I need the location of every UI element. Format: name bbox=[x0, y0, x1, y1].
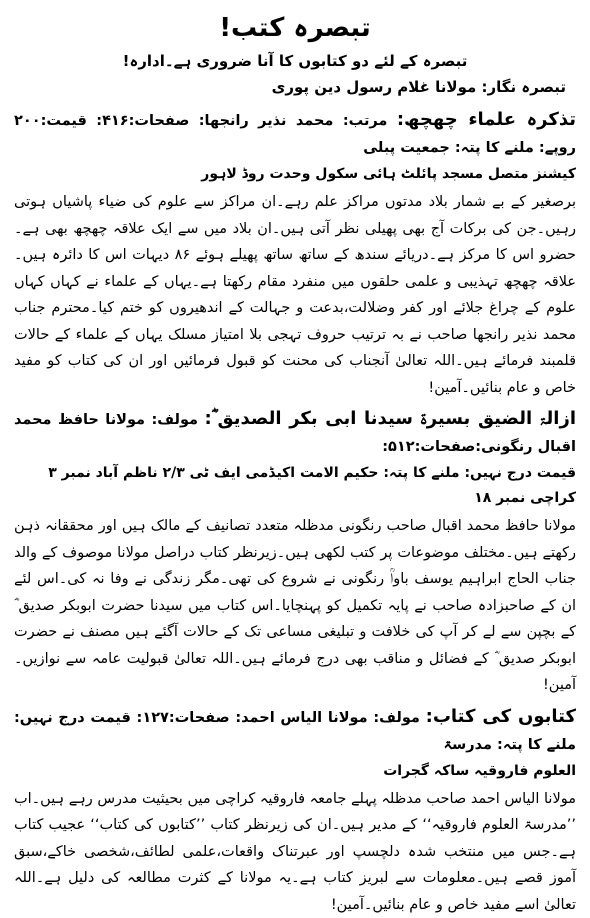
book-address: العلوم فاروقیہ ساکہ گجرات bbox=[14, 759, 576, 784]
entry-heading bbox=[14, 703, 576, 759]
page-title: تبصرہ کتب! bbox=[14, 8, 576, 48]
review-body: مولانا حافظ محمد اقبال صاحب رنگونی مدظلہ متعدد تصانیف کے مالک ہیں اور محققانہ ذہن رکھتے ہیں۔مختلف موضوعات پر کتب لکھی ہیں۔زیرنظر کتاب دراصل مولانا موصوف کے والد جناب الحاج ابراہیم یوسف باواؒ رنگونی نے شروع کی تھی۔مگر زندگی نے وفا نہ کی۔اس لئے ان کے صاحبزادہ صاحب نے پایہ تکمیل کو پہنچایا۔اس کتاب میں سیدنا حضرت ابوبکر صدیق ؓ کے بچپن سے لے کر آپ کی خلافت و تبلیغی مساعی تک کے حالات آگئے ہیں مصنف نے حضرت ابوبکر صدیق ؓ کے فضائل و مناقب بھی درج فرمائے ہیں۔اللہ تعالیٰ قبولیت عامہ سے نوازیں۔آمین! bbox=[14, 513, 576, 699]
entry-heading bbox=[14, 405, 576, 461]
book-address: کیشنز متصل مسجد پائلٹ ہائی سکول وحدت روڈ لاہور bbox=[14, 162, 576, 187]
book-title: کتابوں کی کتاب: bbox=[426, 706, 576, 727]
entry-heading bbox=[14, 106, 576, 162]
review-body: برصغیر کے بے شمار بلاد مدتوں مراکز علم رہے۔ان مراکز سے علوم کی ضیاء پاشیاں ہوتی رہیں۔جن کی برکات آج بھی پھیلی نظر آتی ہیں۔ان بلاد میں سے ایک علاقہ چھچھ بھی ہے۔حضرو اس کا مرکز ہے۔دریائے سندھ کے ساتھ ساتھ پھیلے ہوئے ۸۶ دیہات اس کا دائرہ ہیں۔علاقہ چھچھ تہذیبی و علمی حلقوں میں منفرد مقام رکھتا ہے۔یہاں کے علماء نے کہاں کہاں علوم کے چراغ جلائے اور کفر وضلالت،بدعت و جہالت کے اندھیروں کو ختم کیا۔محترم جناب محمد نذیر رانجھا صاحب نے بہ ترتیب حروف تہجی بلا امتیاز مسلک یہاں کے علماء کے حالات قلمبند فرمائے ہیں۔اللہ تعالیٰ آنجناب کی محنت کو قبول فرمائیں اور ان کی کتاب کو مفید خاص و عام بنائیں۔آمین! bbox=[14, 189, 576, 401]
review-page bbox=[14, 8, 576, 908]
book-title: تذکرہ علماء چھچھ: bbox=[397, 109, 576, 130]
page-subtitle: تبصرہ کے لئے دو کتابوں کا آنا ضروری ہے۔ادارہ! bbox=[14, 48, 576, 74]
book-review-entry bbox=[14, 405, 576, 699]
review-body: مولانا الیاس احمد صاحب مدظلہ پہلے جامعہ فاروقیہ کراچی میں بحیثیت مدرس رہے ہیں۔اب ’’مدرسۃ العلوم فاروقیہ‘‘ کے مدیر ہیں۔ان کی زیرنظر کتاب ’’کتابوں کی کتاب‘‘ عجیب کتاب ہے۔جس میں منتخب شدہ دلچسپ اور عبرتناک واقعات،علمی لطائف،شخصی خاکے،سبق آموز قصے ہیں۔معلومات سے لبریز کتاب ہے۔یہ مولانا کے کثرت مطالعہ کی دلیل ہے۔اللہ تعالیٰ اسے مفید خاص و عام بنائیں۔آمین! bbox=[14, 786, 576, 918]
book-meta: مرتب: محمد نذیر رانجھا: صفحات:۴۱۶: قیمت:۲۰۰ روپے: ملنے کا پتہ: جمعیت پبلی bbox=[14, 113, 576, 156]
book-review-entry bbox=[14, 703, 576, 918]
book-address: قیمت درج نہیں: ملنے کا پتہ: حکیم الامت اکیڈمی ایف ٹی ۲/۳ ناظم آباد نمبر ۳ کراچی نمبر ۱۸ bbox=[14, 461, 576, 511]
book-title: ازالۃ الضیق بسیرۃ سیدنا ابی بکر الصدیق ؓ: bbox=[204, 408, 576, 429]
book-meta: مولف: مولانا حافظ محمد اقبال رنگونی:صفحات:۵۱۲: bbox=[14, 412, 576, 455]
book-meta: مولف: مولانا الیاس احمد: صفحات:۱۲۷: قیمت درج نہیں: ملنے کا پتہ: مدرسۃ bbox=[14, 710, 576, 753]
reviewer-line: تبصرہ نگار: مولانا غلام رسول دین پوری bbox=[14, 74, 576, 100]
book-review-entry bbox=[14, 106, 576, 401]
